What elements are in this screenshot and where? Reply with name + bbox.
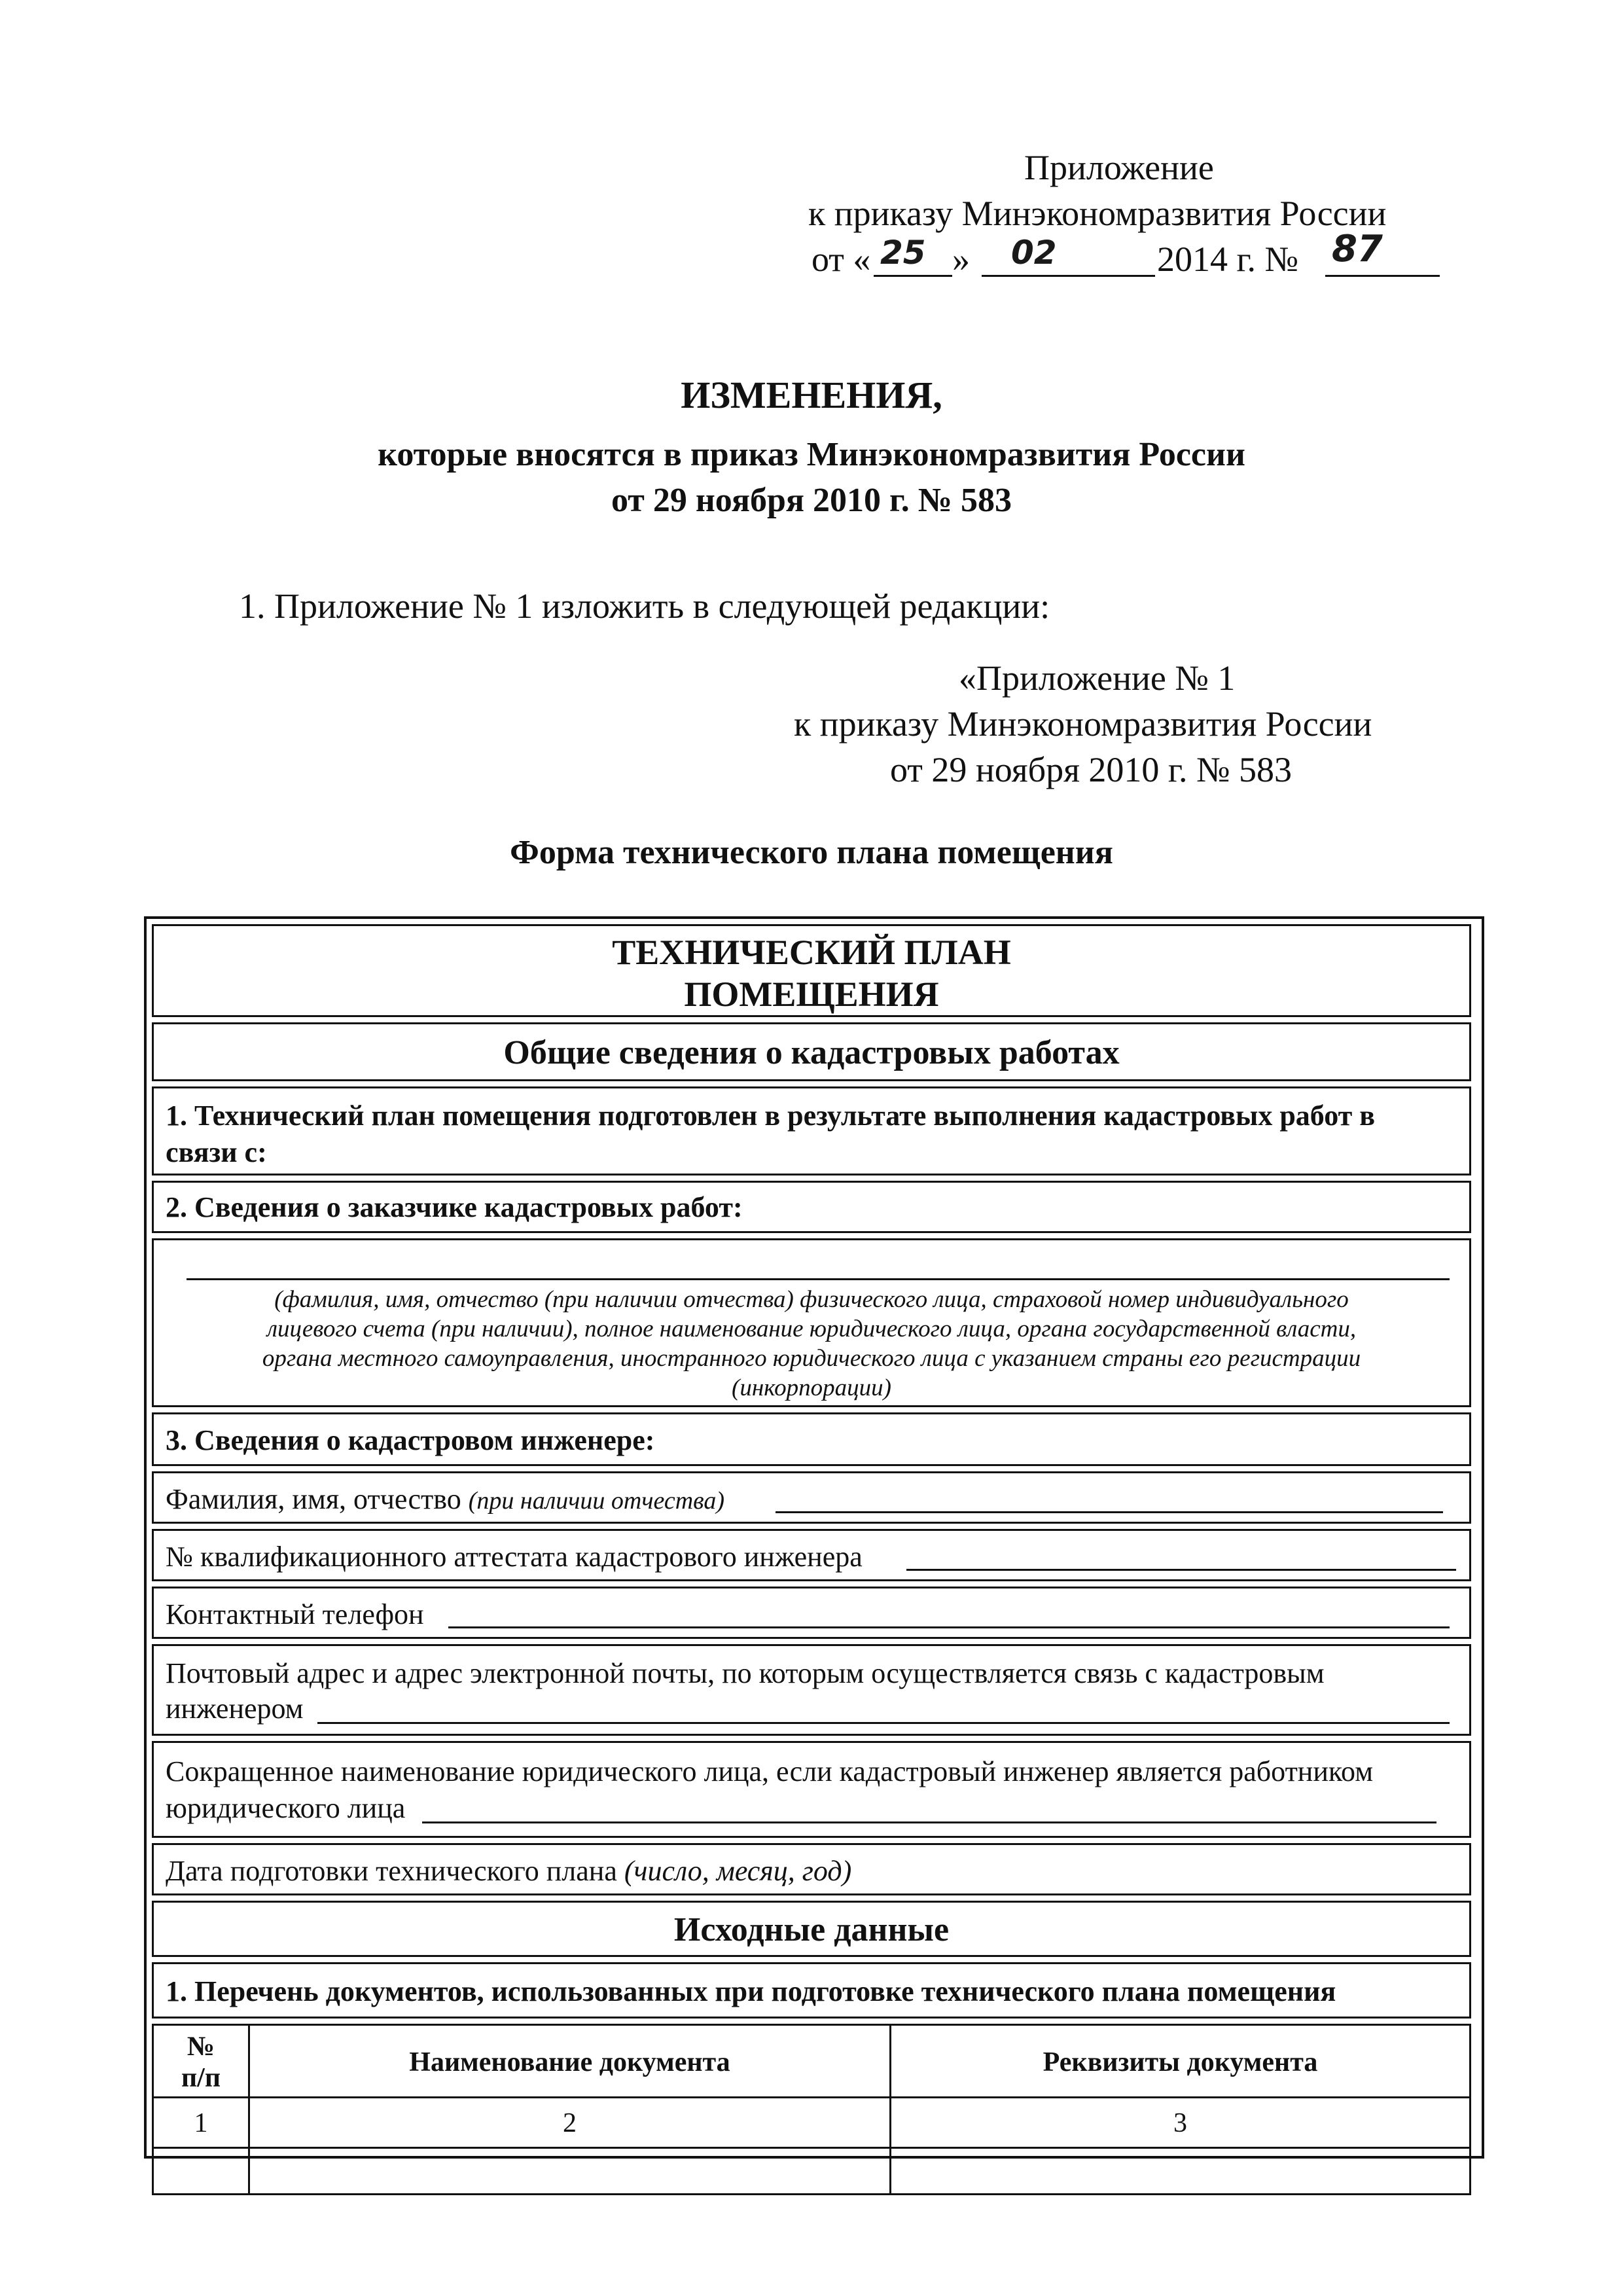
organization-line-1: Сокращенное наименование юридического лица, если кадастровый инженер является работником: [166, 1755, 1374, 1787]
engineer-name-label-text: Фамилия, имя, отчество: [166, 1483, 469, 1515]
date-row[interactable]: [152, 1843, 1471, 1895]
address-fill-line[interactable]: [317, 1722, 1450, 1724]
table-empty-cell-2[interactable]: [248, 2147, 891, 2195]
question-3-label: 3. Сведения о кадастровом инженере:: [166, 1424, 655, 1456]
question-1-box: [152, 1086, 1471, 1175]
phone-row[interactable]: [152, 1587, 1471, 1639]
number-handwritten: 87: [1332, 228, 1383, 270]
table-header-doc-details: [889, 2024, 1471, 2098]
engineer-name-label: [166, 1481, 724, 1519]
table-number-2: 2: [563, 2108, 577, 2138]
table-header-number-2: п/п: [181, 2063, 221, 2093]
form-main-title-2: ПОМЕЩЕНИЯ: [684, 975, 939, 1014]
organization-row[interactable]: [152, 1741, 1471, 1838]
section-general-title: Общие сведения о кадастровых работах: [503, 1034, 1120, 1071]
section-source-title: Исходные данные: [673, 1911, 950, 1948]
header-from-prefix: от «: [812, 240, 871, 279]
customer-hint-2: лицевого счета (при наличии), полное наименование юридического лица, органа государственной власти,: [266, 1316, 1357, 1342]
appendix-line-1: «Приложение № 1: [959, 658, 1236, 698]
changes-subtitle-2: от 29 ноября 2010 г. № 583: [611, 482, 1012, 519]
table-number-cell-2: [248, 2096, 891, 2149]
form-main-title-box: [152, 924, 1471, 1017]
question-1-line-2: связи с:: [166, 1136, 267, 1168]
certificate-label: № квалификационного аттестата кадастрового инженера: [166, 1541, 863, 1573]
date-hint: (число, месяц, год): [624, 1855, 852, 1887]
organization-line-2: юридического лица: [166, 1792, 406, 1824]
table-number-1: 1: [194, 2108, 208, 2138]
phone-fill-line[interactable]: [448, 1626, 1450, 1628]
organization-fill-line[interactable]: [422, 1821, 1436, 1823]
table-empty-cell-3[interactable]: [889, 2147, 1471, 2195]
table-header-number: [152, 2024, 250, 2098]
address-line-2: инженером: [166, 1693, 304, 1725]
number-underline: [1325, 275, 1440, 277]
header-appendix-label: Приложение: [1024, 148, 1214, 187]
header-order-ref: к приказу Минэкономразвития России: [808, 194, 1387, 233]
question-2-box: [152, 1181, 1471, 1233]
changes-title: ИЗМЕНЕНИЯ,: [681, 374, 942, 416]
customer-field-box[interactable]: [152, 1238, 1471, 1407]
month-underline: [982, 275, 1155, 277]
table-header-doc-name-text: Наименование документа: [409, 2047, 730, 2077]
question-2-label: 2. Сведения о заказчике кадастровых работ:: [166, 1191, 743, 1223]
date-label-text: Дата подготовки технического плана: [166, 1855, 624, 1887]
engineer-name-hint: (при наличии отчества): [468, 1487, 725, 1515]
form-title: Форма технического плана помещения: [510, 834, 1113, 871]
phone-label: Контактный телефон: [166, 1598, 424, 1630]
engineer-name-fill-line[interactable]: [776, 1511, 1443, 1513]
table-number-3: 3: [1173, 2108, 1187, 2138]
customer-hint-1: (фамилия, имя, отчество (при наличии отчества) физического лица, страховой номер индивидуального: [274, 1286, 1349, 1313]
address-line-1: Почтовый адрес и адрес электронной почты, по которым осуществляется связь с кадастровым: [166, 1657, 1325, 1689]
question-3-box: [152, 1412, 1471, 1466]
customer-hint-3: органа местного самоуправления, иностранного юридического лица с указанием страны его регистрации: [262, 1345, 1361, 1372]
date-label: [166, 1853, 851, 1890]
section-source-box: [152, 1901, 1471, 1957]
address-row[interactable]: [152, 1644, 1471, 1736]
day-handwritten: 25: [880, 234, 926, 272]
changes-subtitle-1: которые вносятся в приказ Минэкономразвития России: [378, 436, 1245, 473]
customer-hint-4: (инкорпорации): [732, 1374, 891, 1401]
table-empty-cell-1[interactable]: [152, 2147, 250, 2195]
certificate-fill-line[interactable]: [906, 1569, 1456, 1571]
question-1-line-1: 1. Технический план помещения подготовлен в результате выполнения кадастровых работ в: [166, 1100, 1376, 1132]
customer-fill-line[interactable]: [187, 1278, 1450, 1280]
month-handwritten: 02: [1011, 234, 1057, 272]
table-header-doc-details-text: Реквизиты документа: [1043, 2047, 1318, 2077]
changes-item-1: 1. Приложение № 1 изложить в следующей редакции:: [239, 586, 1050, 626]
section-general-box: [152, 1022, 1471, 1081]
table-number-cell-3: [889, 2096, 1471, 2149]
table-number-cell-1: [152, 2096, 250, 2149]
documents-title-box: [152, 1962, 1471, 2018]
table-header-number-1: №: [187, 2032, 215, 2062]
certificate-row[interactable]: [152, 1529, 1471, 1581]
table-header-doc-name: [248, 2024, 891, 2098]
appendix-line-3: от 29 ноября 2010 г. № 583: [890, 750, 1292, 789]
header-year-number: 2014 г. №: [1157, 240, 1299, 279]
day-underline: [874, 275, 952, 277]
engineer-name-row[interactable]: [152, 1471, 1471, 1524]
appendix-line-2: к приказу Минэкономразвития России: [794, 704, 1372, 744]
documents-title: 1. Перечень документов, использованных при подготовке технического плана помещения: [166, 1975, 1336, 2007]
form-main-title-1: ТЕХНИЧЕСКИЙ ПЛАН: [612, 933, 1011, 972]
header-day-close: »: [952, 240, 970, 279]
